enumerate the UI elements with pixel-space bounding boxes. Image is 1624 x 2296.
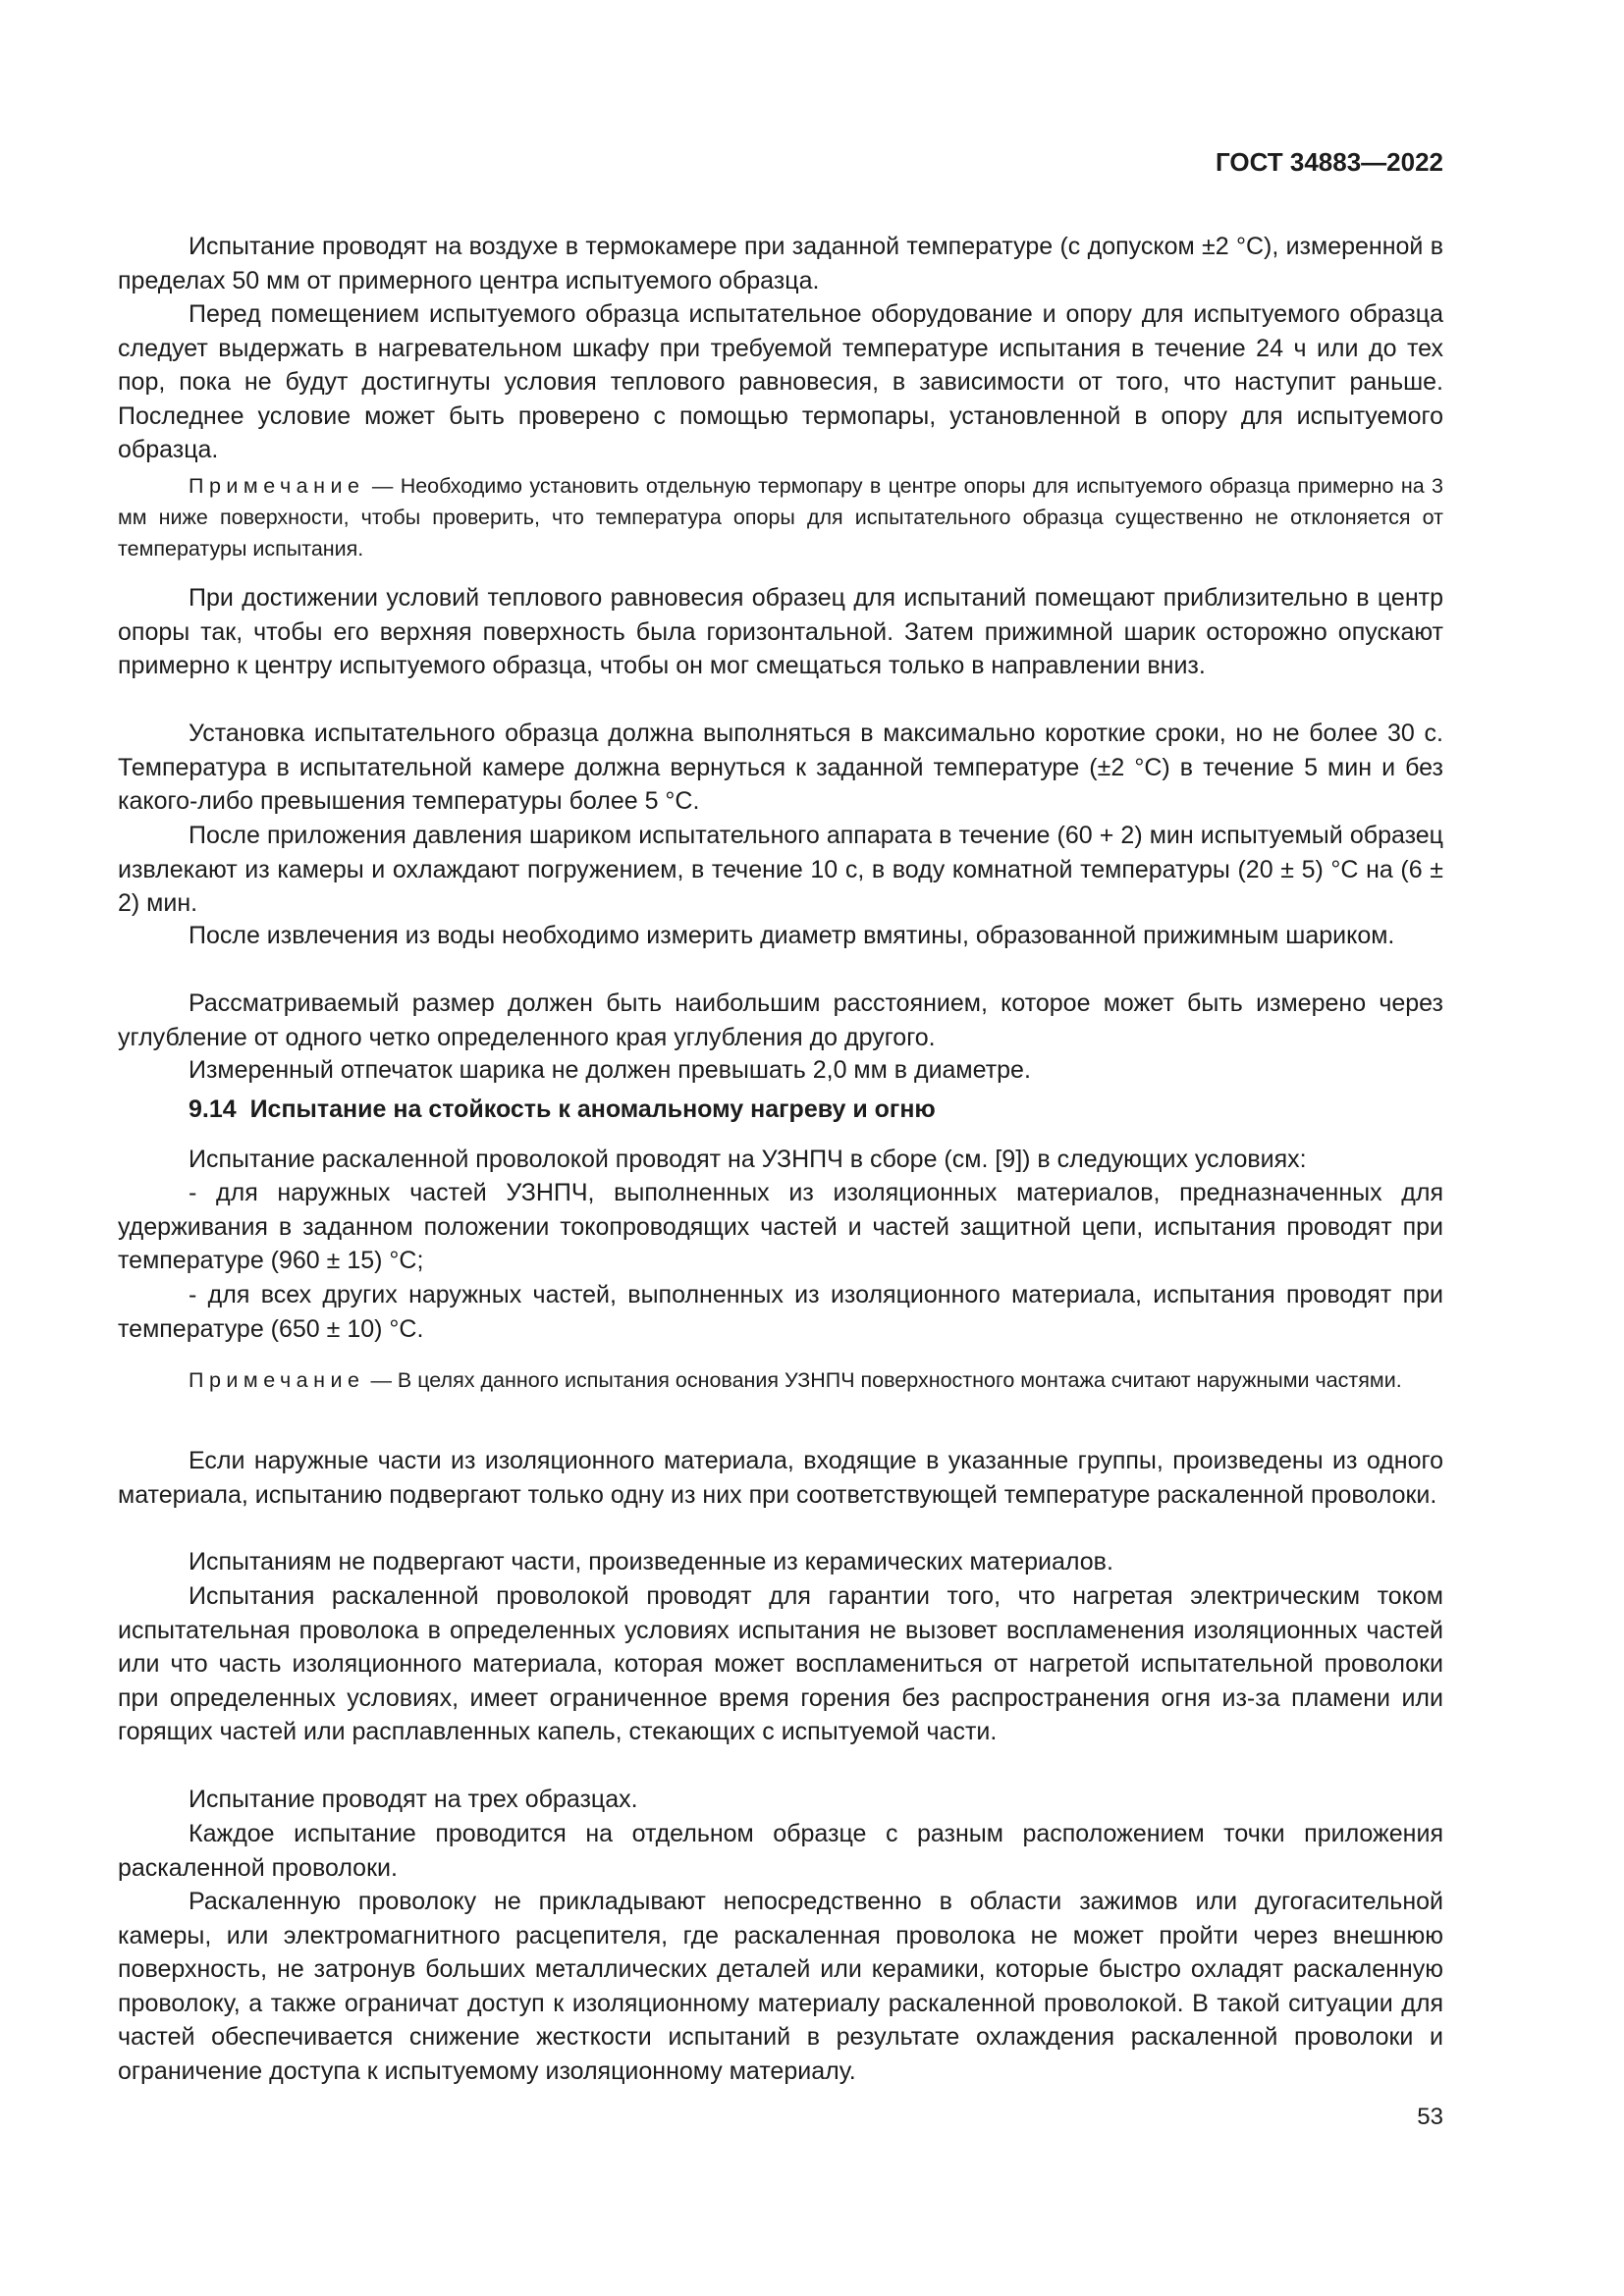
list-item: - для всех других наружных частей, выполненных из изоляционного материала, испытания проводят при температуре (650 ± 10) °C. [118,1281,1443,1343]
list-item: - для наружных частей УЗНПЧ, выполненных из изоляционных материалов, предназначенных для удерживания в заданном положении токопроводящих частей и частей защитной цепи, испытания проводят при температуре (960 ± 15) °C; [118,1179,1443,1274]
paragraph: После приложения давления шариком испытательного аппарата в течение (60 + 2) мин испытуемый образец извлекают из камеры и охлаждают погружением, в течение 10 с, в воду комнатной температуры (20 ± 5) °C на (6 ± 2) мин. [118,822,1443,917]
paragraph: Каждое испытание проводится на отдельном образце с разным расположением точки приложения раскаленной проволоки. [118,1820,1443,1882]
paragraph: Рассматриваемый размер должен быть наибольшим расстоянием, которое может быть измерено через углубление от одного четко определенного края углубления до другого. [118,989,1443,1051]
paragraph: Испытание раскаленной проволокой проводят на УЗНПЧ в сборе (см. [9]) в следующих условиях: [189,1146,1307,1173]
paragraph: Измеренный отпечаток шарика не должен превышать 2,0 мм в диаметре. [189,1056,1031,1084]
paragraph: Испытаниям не подвергают части, произведенные из керамических материалов. [189,1548,1113,1575]
paragraph: Раскаленную проволоку не прикладывают непосредственно в области зажимов или дугогасительной камеры, или электромагнитного расцепителя, где раскаленная проволока не может пройти через внешнюю поверхность, не затронув больших металлических деталей или керамики, которые быстро охладят раскаленную проволоку, а также ограничат доступ к изоляционному материалу раскаленной проволокой. В такой ситуации для частей обеспечивается снижение жесткости испытаний в результате охлаждения раскаленной проволоки и ограничение доступа к испытуемому изоляционному материалу. [118,1888,1443,2085]
note-label: Примечание [189,474,365,498]
section-title: Испытание на стойкость к аномальному нагреву и огню [249,1095,936,1123]
paragraph: При достижении условий теплового равновесия образец для испытаний помещают приблизительно в центр опоры так, чтобы его верхняя поверхность была горизонтальной. Затем прижимной шарик осторожно опускают примерно к центру испытуемого образца, чтобы он мог смещаться только в направлении вниз. [118,584,1443,679]
paragraph: Если наружные части из изоляционного материала, входящие в указанные группы, произведены из одного материала, испытанию подвергают только одну из них при соответствующей температуре раскаленной проволоки. [118,1447,1443,1509]
paragraph: Испытание проводят на воздухе в термокамере при заданной температуре (с допуском ±2 °C), измеренной в пределах 50 мм от примерного центра испытуемого образца. [118,233,1443,294]
note [118,470,1443,564]
standard-header: ГОСТ 34883—2022 [1216,147,1443,177]
section-number: 9.14 [189,1095,237,1123]
note-label: Примечание [189,1368,365,1392]
note-text: — В целях данного испытания основания УЗНПЧ поверхностного монтажа считают наружными частями. [370,1368,1402,1392]
paragraph: Испытания раскаленной проволокой проводят для гарантии того, что нагретая электрическим током испытательная проволока в определенных условиях испытания не вызовет воспламенения изоляционных частей или что часть изоляционного материала, которая может воспламениться от нагретой испытательной проволоки при определенных условиях, имеет ограниченное время горения без распространения огня из-за пламени или горящих частей или расплавленных капель, стекающих с испытуемой части. [118,1582,1443,1745]
page-number: 53 [1417,2104,1443,2130]
paragraph: Перед помещением испытуемого образца испытательное оборудование и опору для испытуемого образца следует выдержать в нагревательном шкафу при требуемой температуре испытания в течение 24 ч или до тех пор, пока не будут достигнуты условия теплового равновесия, в зависимости от того, что наступит раньше. Последнее условие может быть проверено с помощью термопары, установленной в опору для испытуемого образца. [118,300,1443,463]
note-text: — Необходимо установить отдельную термопару в центре опоры для испытуемого образца примерно на 3 мм ниже поверхности, чтобы проверить, что температура опоры для испытательного образца существенно не отклоняется от температуры испытания. [118,474,1443,561]
paragraph: После извлечения из воды необходимо измерить диаметр вмятины, образованной прижимным шариком. [189,922,1395,949]
paragraph: Испытание проводят на трех образцах. [189,1786,638,1813]
paragraph: Установка испытательного образца должна выполняться в максимально короткие сроки, но не более 30 с. Температура в испытательной камере должна вернуться к заданной температуре (±2 °C) в течение 5 мин и без какого-либо превышения температуры более 5 °C. [118,720,1443,815]
note [118,1364,1443,1396]
section-heading [189,1095,936,1124]
